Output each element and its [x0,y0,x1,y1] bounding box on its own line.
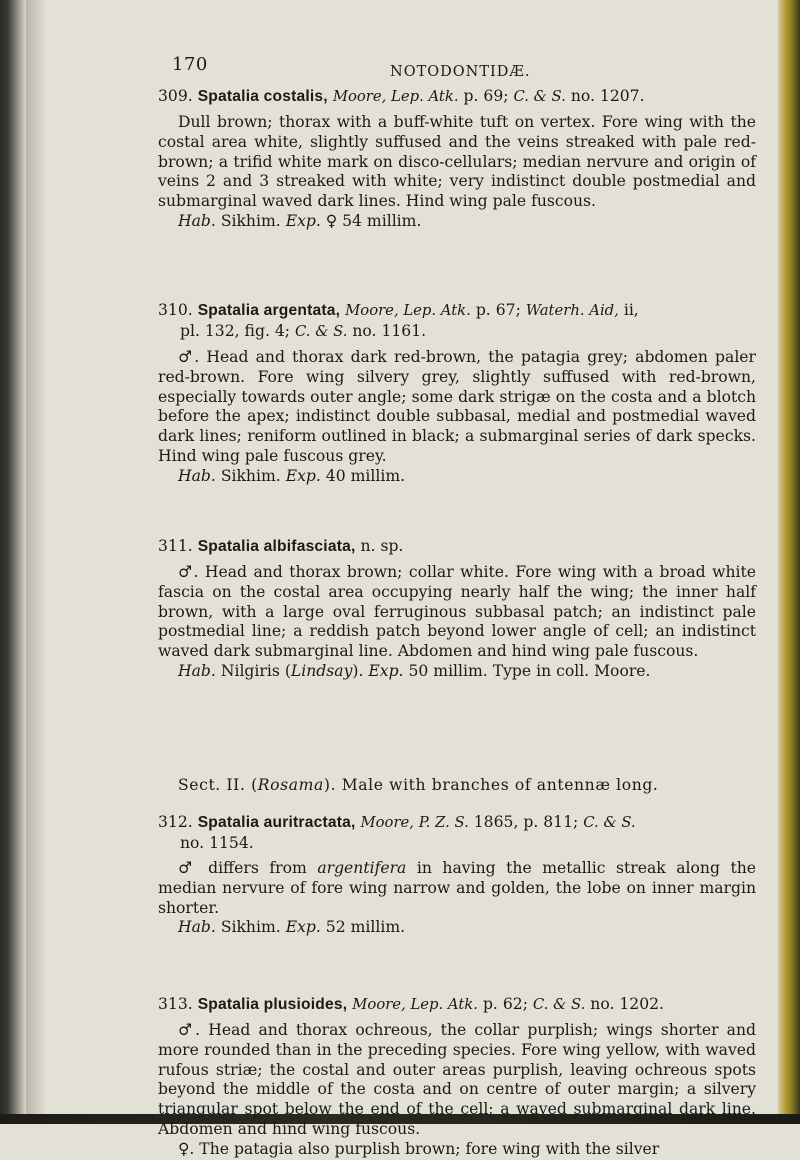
reference: Moore, Lep. Atk. [332,88,459,105]
reference-number: no. 1207. [570,87,645,105]
exp-value: 50 millim. Type in coll. Moore. [408,661,651,680]
reference-number: no. 1154. [180,834,254,852]
description: Dull brown; thorax with a buff-white tuft on vertex. Fore wing with the costal area white, slightly suffused and the veins streaked with pale red-brown; a trifid white mark on disco-cellulars; median nervure and origin of veins 2 and 3 streaked with white; very indistinct double postmedial and submarginal waved dark lines. Hind wing pale fuscous. [158,113,756,211]
entry-313 [158,994,756,1160]
species-name: Spatalia plusioides, [197,996,348,1013]
reference-plate: pl. 132, fig. 4; [180,322,291,340]
reference: Moore, P. Z. S. [360,814,469,831]
entry-heading-cont [158,321,756,342]
reference-page: p. 62; [482,995,528,1013]
reference-number: no. 1161. [352,322,427,340]
reference-volume: ii, [623,301,639,319]
reference-catalog: C. & S. [583,814,636,831]
habitat-line [158,212,756,232]
entry-311 [158,536,756,682]
description: ♂. Head and thorax dark red-brown, the patagia grey; abdomen paler red-brown. Fore wing silvery grey, slightly suffused with red-brown, especially towards outer angle; some dark strigæ on the costa and a blotch before the apex; indistinct double subbasal, medial and postmedial waved dark lines; reniform outlined in black; a submarginal series of dark specks. Hind wing pale fuscous grey. [158,348,756,465]
description: ♂. Head and thorax brown; collar white. Fore wing with a broad white fascia on the costal area occupying nearly half the wing; the inner half brown, with a large oval ferruginous subbasal patch; an indistinct pale postmedial line; a reddish patch beyond lower angle of cell; an indistinct waved dark submarginal line. Abdomen and hind wing pale fuscous. [158,563,756,661]
entry-number: 313. [158,995,193,1013]
habitat-line: Hab. Nilgiris (Lindsay). Exp. 50 millim. Type in coll. Moore. [178,661,651,680]
scan-gutter [26,0,46,1124]
reference-secondary: Waterh. Aid, [525,302,619,319]
exp-value: 52 millim. [325,918,406,937]
hab-value: Nilgiris [220,661,280,680]
description-ital: argentifera [317,859,407,877]
entry-number: 312. [158,813,193,831]
reference-page: p. 69; [463,87,509,105]
entry-number: 310. [158,301,193,319]
description: ♂. Head and thorax ochreous, the collar purplish; wings shorter and more rounded than in the preceding species. Fore wing yellow, with waved rufous striæ; the costal and outer areas purplish, leaving ochreous spots beyond the middle of the costa and on centre of outer margin; a silvery triangular spot below the end of the cell; a waved submarginal dark line. Abdomen and hind wing fuscous. [158,1021,756,1138]
description-female: ♀. The patagia also purplish brown; fore wing with the silver [178,1139,660,1158]
reference: n. sp. [360,537,404,555]
description-rest: in having the metallic streak along the median nervure of fore wing narrow and golden, the lobe on inner margin shorter. [158,859,757,917]
description-pre: ♂ differs from [178,859,307,877]
page-number: 170 [172,54,208,75]
species-name: Spatalia albifasciata, [197,538,356,555]
scan-right-edge [778,0,800,1124]
reference: Moore, Lep. Atk. [352,996,478,1013]
hab-label: Hab. [178,918,216,937]
hab-value: Sikhim. [220,466,281,485]
reference-page: 1865, p. 811; [473,813,579,831]
hab-value: Sikhim. [220,211,281,230]
exp-label: Exp. [285,466,321,485]
hab-value: Sikhim. [220,918,281,937]
entry-heading-cont [158,833,756,853]
section-name: Rosama [257,776,324,794]
hab-collector: Lindsay [290,661,353,680]
running-head: NOTODONTIDÆ. [390,64,531,80]
entry-heading [158,812,756,833]
scan-binding-shadow [0,0,26,1124]
entry-309 [158,86,756,232]
hab-label: Hab. [178,466,216,485]
exp-label: Exp. [285,211,321,230]
book-page [158,0,768,1158]
hab-label: Hab. [178,211,216,230]
exp-value: 40 millim. [325,466,406,485]
species-name: Spatalia auritractata, [197,814,356,831]
habitat-line [158,467,756,487]
entry-heading [158,994,756,1015]
description [158,859,756,918]
section-label: Sect. II. [178,776,246,794]
exp-label: Exp. [285,918,321,937]
entry-310 [158,300,756,487]
reference-catalog: C. & S. [295,323,348,340]
habitat-line [158,918,756,938]
entry-number: 309. [158,87,193,105]
entry-312 [158,812,756,938]
reference: Moore, Lep. Atk. [345,302,471,319]
entry-number: 311. [158,537,193,555]
species-name: Spatalia argentata, [197,302,341,319]
hab-label: Hab. [178,661,216,680]
entry-heading [158,536,756,557]
exp-value: ♀ 54 millim. [325,211,422,230]
species-name: Spatalia costalis, [197,88,328,105]
reference-catalog: C. & S. [513,88,566,105]
section-text: Male with branches of antennæ long. [341,776,659,794]
section-heading: Sect. II. (Rosama). Male with branches of antennæ long. [158,776,756,794]
reference-catalog: C. & S. [532,996,586,1013]
entry-heading [158,300,756,321]
reference-number: no. 1202. [590,995,664,1013]
reference-page: p. 67; [475,301,521,319]
exp-label: Exp. [368,661,404,680]
entry-heading [158,86,756,107]
